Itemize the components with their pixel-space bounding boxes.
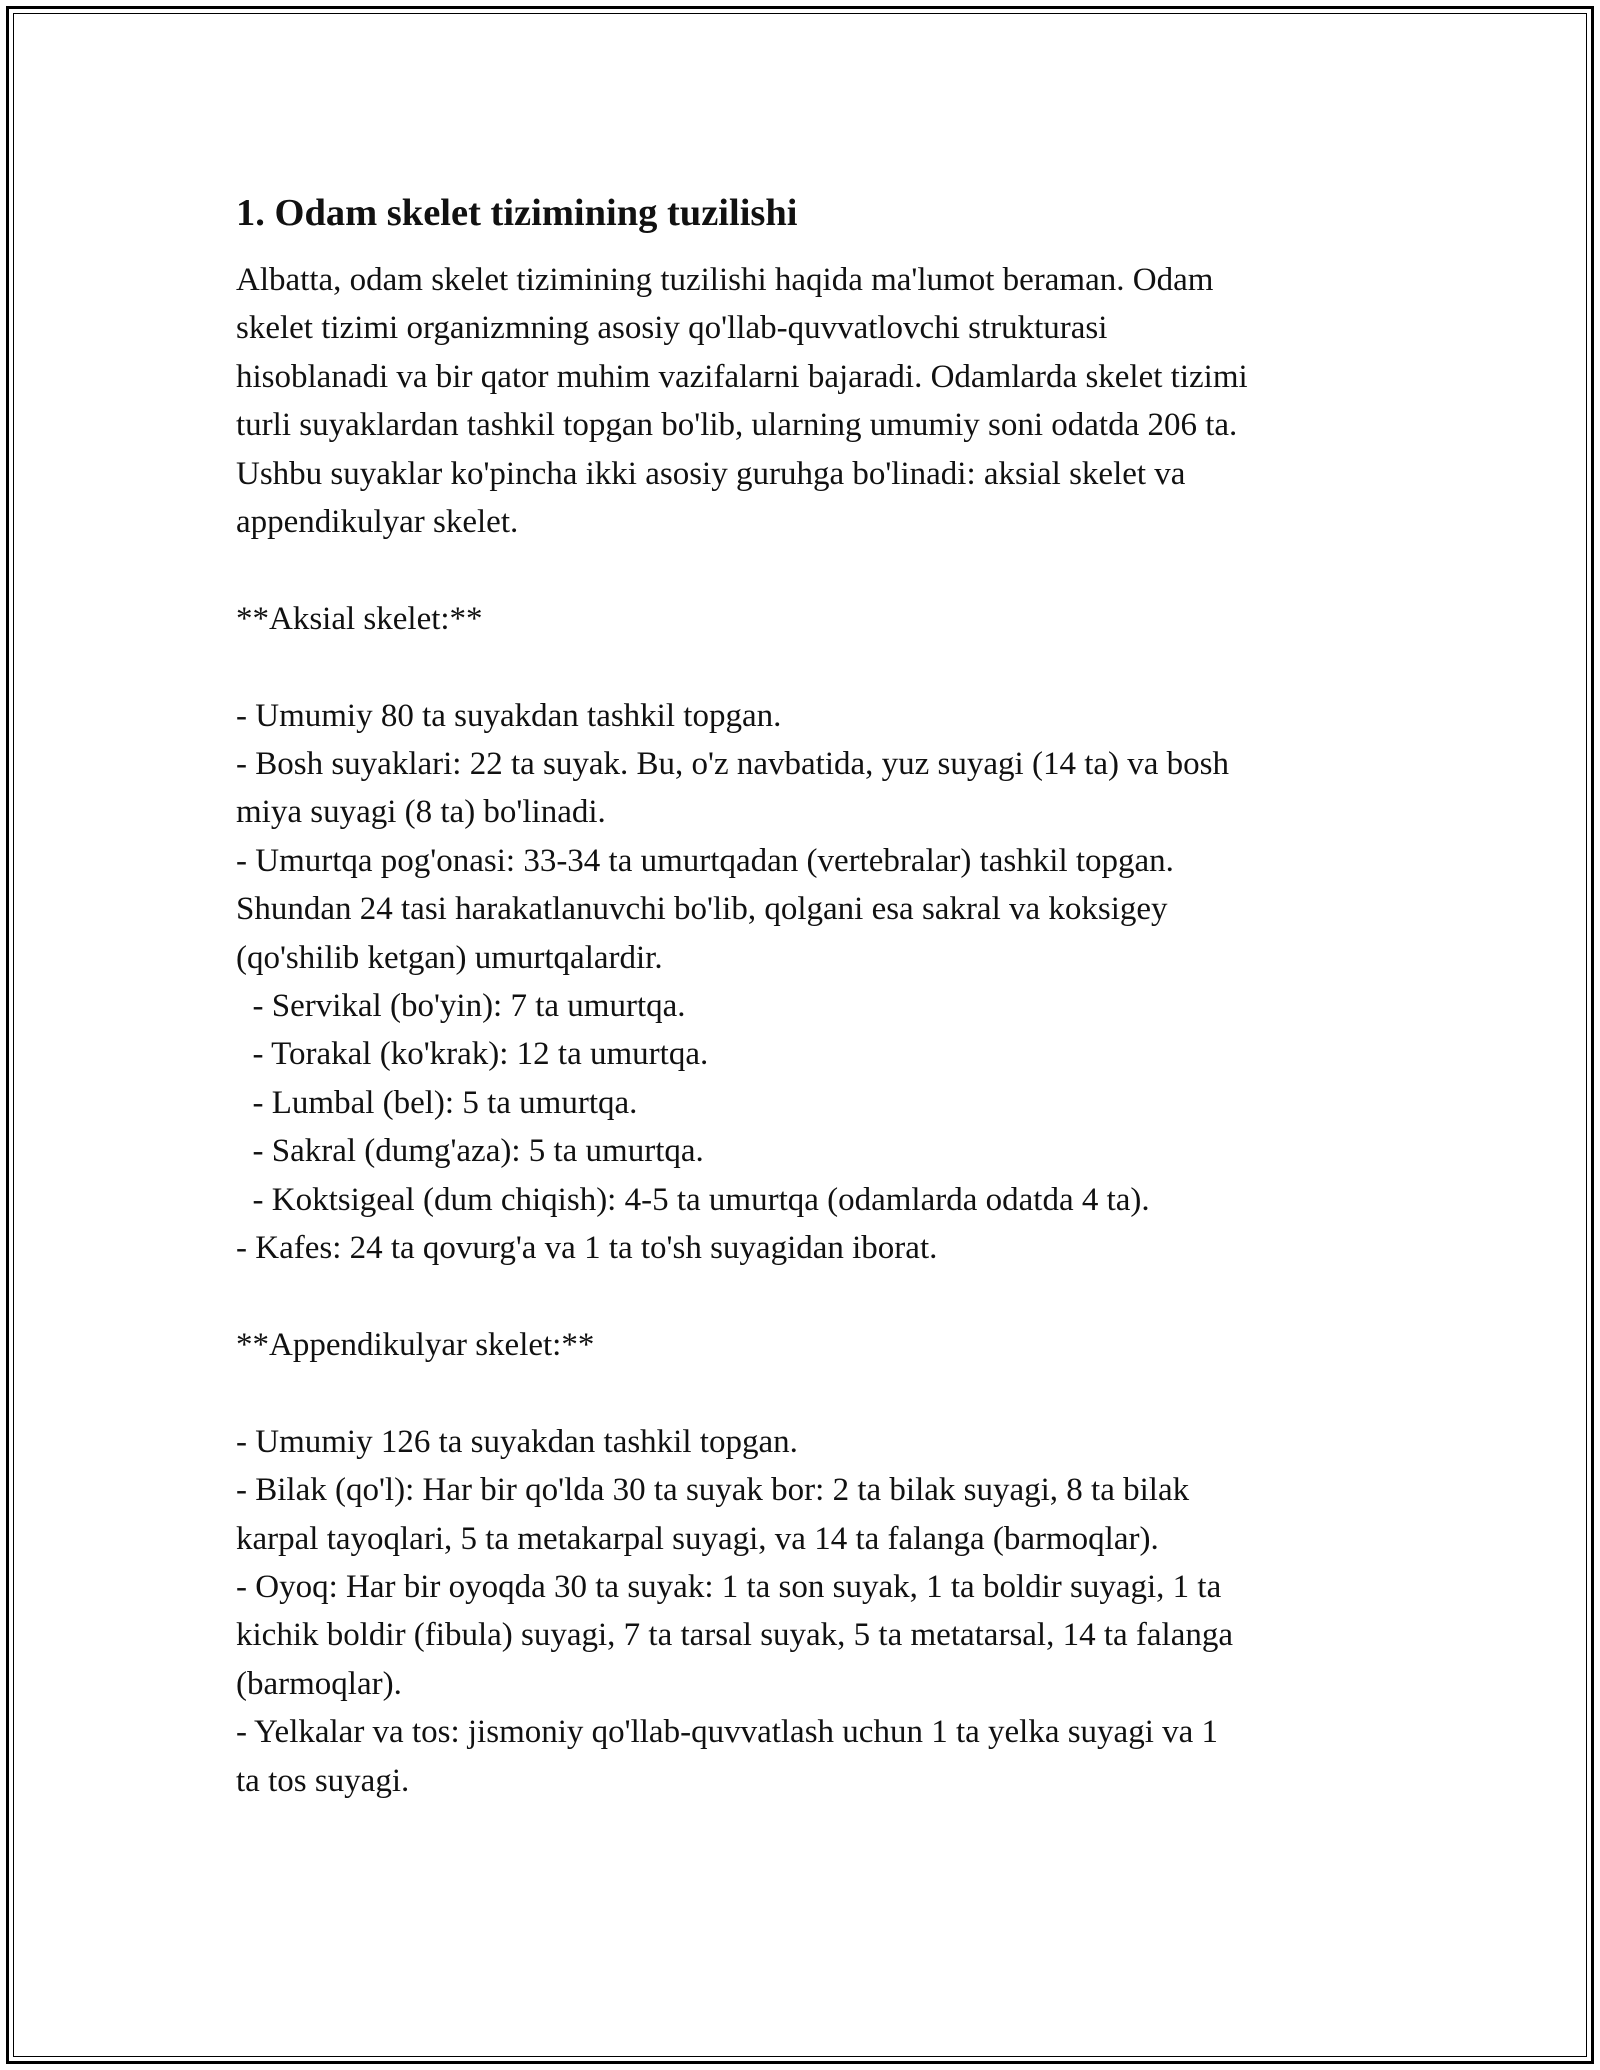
axial-line: Shundan 24 tasi harakatlanuvchi bo'lib, qolgani esa sakral va koksigey (236, 891, 1168, 928)
axial-line: - Lumbal (bel): 5 ta umurtqa. (236, 1084, 638, 1121)
spacer (236, 1273, 1366, 1321)
appendicular-line: - Bilak (qo'l): Har bir qo'lda 30 ta suyak bor: 2 ta bilak suyagi, 8 ta bilak (236, 1472, 1190, 1509)
appendicular-line: - Umumiy 126 ta suyakdan tashkil topgan. (236, 1423, 798, 1460)
appendicular-line: kichik boldir (fibula) suyagi, 7 ta tarsal suyak, 5 ta metatarsal, 14 ta falanga (236, 1617, 1234, 1654)
intro-paragraph (236, 256, 1366, 546)
axial-line: - Umurtqa pog'onasi: 33-34 ta umurtqadan (vertebralar) tashkil topgan. (236, 842, 1174, 879)
document-page (236, 188, 1366, 1805)
intro-line: skelet tizimi organizmning asosiy qo'llab-quvvatlovchi strukturasi (236, 310, 1108, 347)
intro-line: turli suyaklardan tashkil topgan bo'lib, ularning umumiy soni odatda 206 ta. (236, 407, 1238, 444)
appendicular-line: karpal tayoqlari, 5 ta metakarpal suyagi, va 14 ta falanga (barmoqlar). (236, 1520, 1159, 1557)
appendicular-line: - Yelkalar va tos: jismoniy qo'llab-quvvatlash uchun 1 ta yelka suyagi va 1 (236, 1714, 1219, 1751)
appendicular-line: - Oyoq: Har bir oyoqda 30 ta suyak: 1 ta son suyak, 1 ta boldir suyagi, 1 ta (236, 1568, 1222, 1605)
spacer (236, 643, 1366, 691)
page-title: 1. Odam skelet tizimining tuzilishi (236, 192, 798, 234)
axial-line: - Servikal (bo'yin): 7 ta umurtqa. (236, 988, 686, 1025)
spacer (236, 1369, 1366, 1417)
spacer (236, 546, 1366, 594)
appendicular-heading: **Appendikulyar skelet:** (236, 1326, 595, 1363)
intro-line: hisoblanadi va bir qator muhim vazifalarni bajaradi. Odamlarda skelet tizimi (236, 358, 1248, 395)
axial-heading: **Aksial skelet:** (236, 600, 483, 637)
intro-line: Ushbu suyaklar ko'pincha ikki asosiy guruhga bo'linadi: aksial skelet va (236, 455, 1186, 492)
appendicular-line: ta tos suyagi. (236, 1762, 410, 1799)
axial-line: - Umumiy 80 ta suyakdan tashkil topgan. (236, 697, 782, 734)
axial-line: miya suyagi (8 ta) bo'linadi. (236, 794, 606, 831)
appendicular-section (236, 1321, 1366, 1805)
appendicular-line: (barmoqlar). (236, 1665, 402, 1702)
intro-line: appendikulyar skelet. (236, 504, 519, 541)
intro-line: Albatta, odam skelet tizimining tuzilishi haqida ma'lumot beraman. Odam (236, 262, 1214, 298)
axial-line: - Bosh suyaklari: 22 ta suyak. Bu, o'z navbatida, yuz suyagi (14 ta) va bosh (236, 746, 1229, 783)
axial-line: - Kafes: 24 ta qovurg'a va 1 ta to'sh suyagidan iborat. (236, 1230, 938, 1267)
axial-line: - Torakal (ko'krak): 12 ta umurtqa. (236, 1036, 709, 1073)
axial-section (236, 595, 1366, 1273)
axial-line: - Koktsigeal (dum chiqish): 4-5 ta umurtqa (odamlarda odatda 4 ta). (236, 1181, 1150, 1218)
axial-line: (qo'shilib ketgan) umurtqalardir. (236, 939, 663, 976)
axial-line: - Sakral (dumg'aza): 5 ta umurtqa. (236, 1133, 704, 1170)
